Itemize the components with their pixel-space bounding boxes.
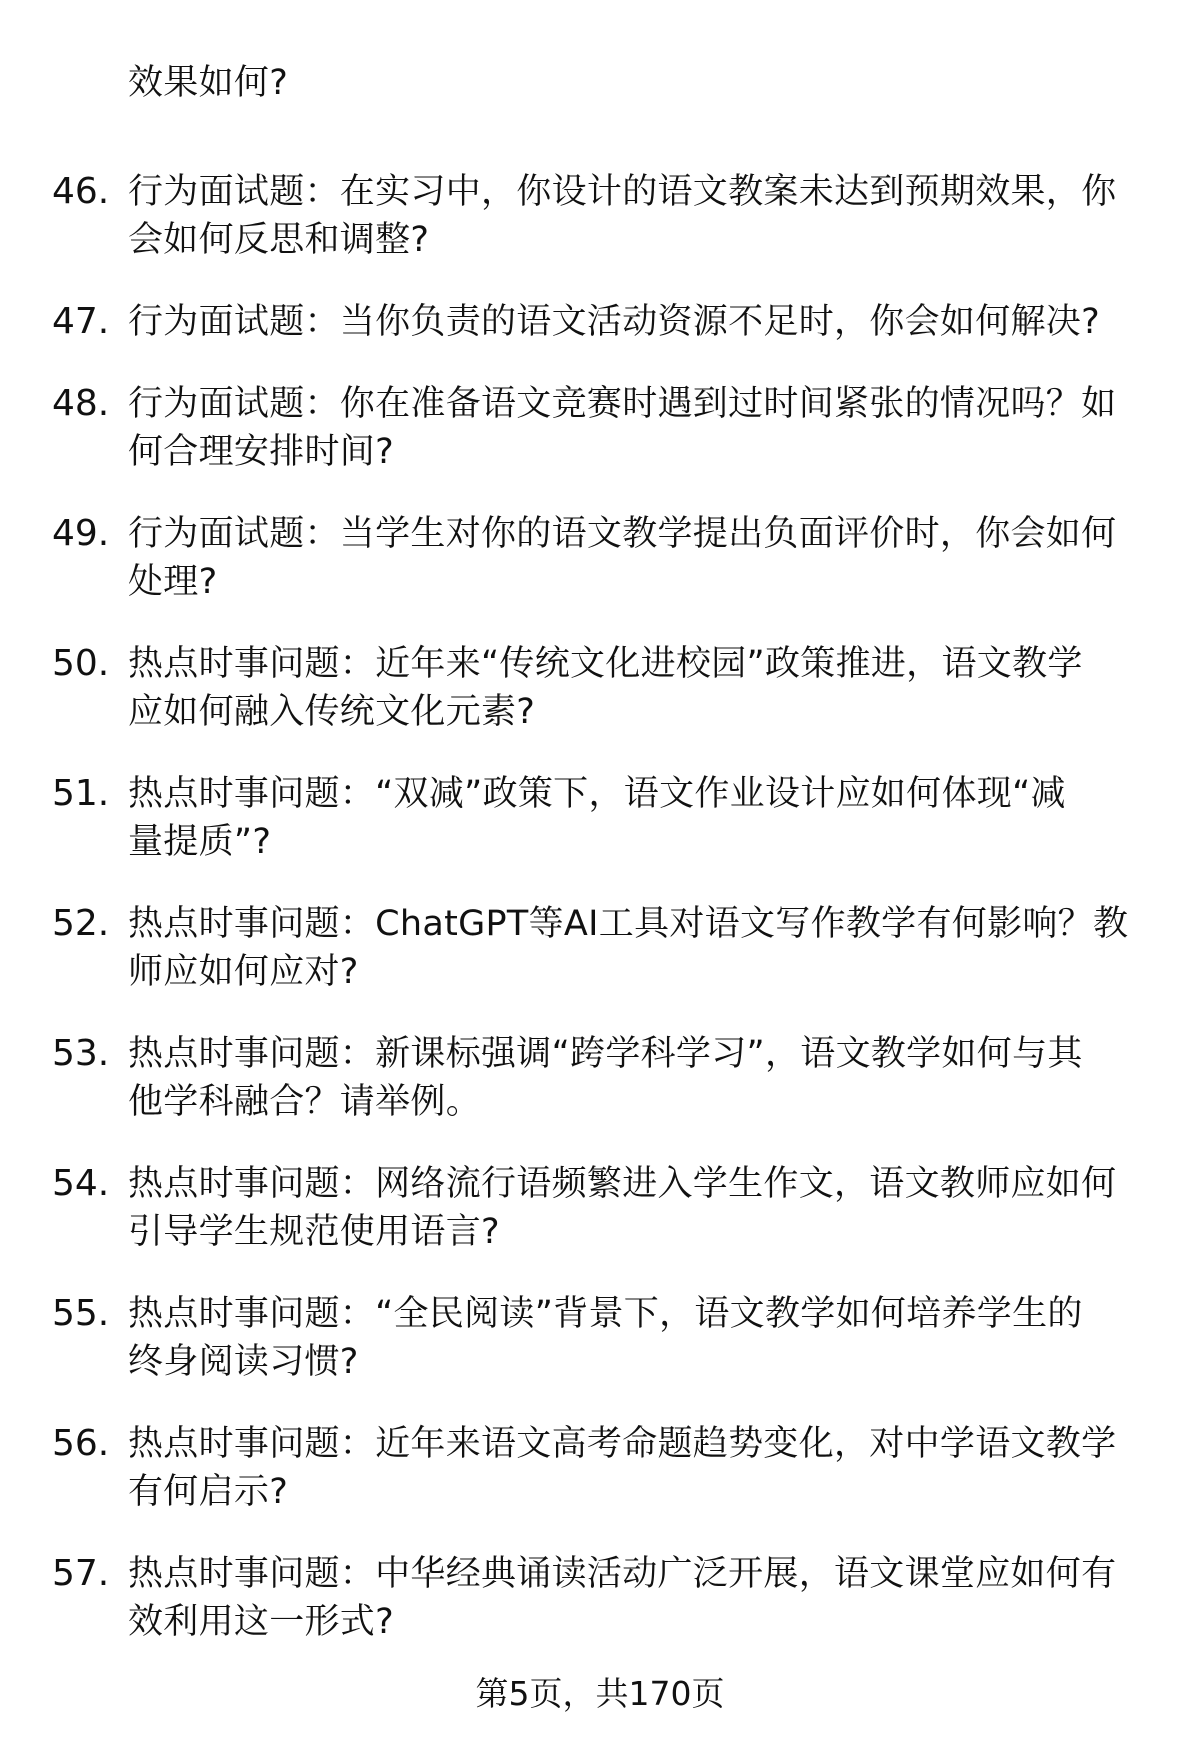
question-line: 热点时事问题：网络流行语频繁进入学生作文，语文教师应如何 — [128, 1164, 1117, 1204]
question-number: 49. — [52, 513, 110, 554]
question-number: 50. — [52, 643, 110, 684]
question-number: 51. — [52, 773, 110, 814]
question-line: 他学科融合？请举例。 — [128, 1082, 482, 1122]
question-line: 行为面试题：当学生对你的语文教学提出负面评价时，你会如何 — [128, 514, 1117, 554]
question-number: 53. — [52, 1033, 110, 1074]
page-number: 第5页，共170页 — [475, 1674, 725, 1713]
question-number: 57. — [52, 1553, 110, 1594]
question-line: 应如何融入传统文化元素? — [128, 692, 536, 732]
question-line: 热点时事问题：ChatGPT等AI工具对语文写作教学有何影响？教 — [128, 904, 1129, 944]
question-line: 引导学生规范使用语言? — [128, 1212, 500, 1252]
question-number: 52. — [52, 903, 110, 944]
question-number: 46. — [52, 171, 110, 212]
question-line: 会如何反思和调整? — [128, 220, 430, 260]
question-line: 有何启示? — [128, 1472, 289, 1512]
question-line: 师应如何应对? — [128, 952, 359, 992]
question-line: 热点时事问题：中华经典诵读活动广泛开展，语文课堂应如何有 — [128, 1554, 1117, 1594]
question-number: 56. — [52, 1423, 110, 1464]
question-line: 处理? — [128, 562, 218, 602]
question-line: 效利用这一形式? — [128, 1602, 394, 1642]
question-line: 行为面试题：你在准备语文竞赛时遇到过时间紧张的情况吗？如 — [128, 384, 1117, 424]
question-line: 热点时事问题：近年来语文高考命题趋势变化，对中学语文教学 — [128, 1424, 1117, 1464]
question-line: 行为面试题：在实习中，你设计的语文教案未达到预期效果，你 — [128, 172, 1117, 212]
question-number: 47. — [52, 301, 110, 342]
question-line: 终身阅读习惯? — [128, 1342, 359, 1382]
question-line: 何合理安排时间? — [128, 432, 394, 472]
question-line: 热点时事问题：近年来“传统文化进校园”政策推进，语文教学 — [128, 644, 1083, 684]
question-line: 热点时事问题：“双减”政策下，语文作业设计应如何体现“减 — [128, 774, 1066, 814]
question-number: 55. — [52, 1293, 110, 1334]
question-line: 热点时事问题：“全民阅读”背景下，语文教学如何培养学生的 — [128, 1294, 1083, 1334]
question-number: 48. — [52, 383, 110, 424]
question-line: 行为面试题：当你负责的语文活动资源不足时，你会如何解决? — [128, 302, 1100, 342]
question-number: 54. — [52, 1163, 110, 1204]
question-line: 量提质”? — [128, 822, 272, 862]
question-line: 效果如何? — [128, 63, 289, 103]
question-line: 热点时事问题：新课标强调“跨学科学习”，语文教学如何与其 — [128, 1034, 1083, 1074]
